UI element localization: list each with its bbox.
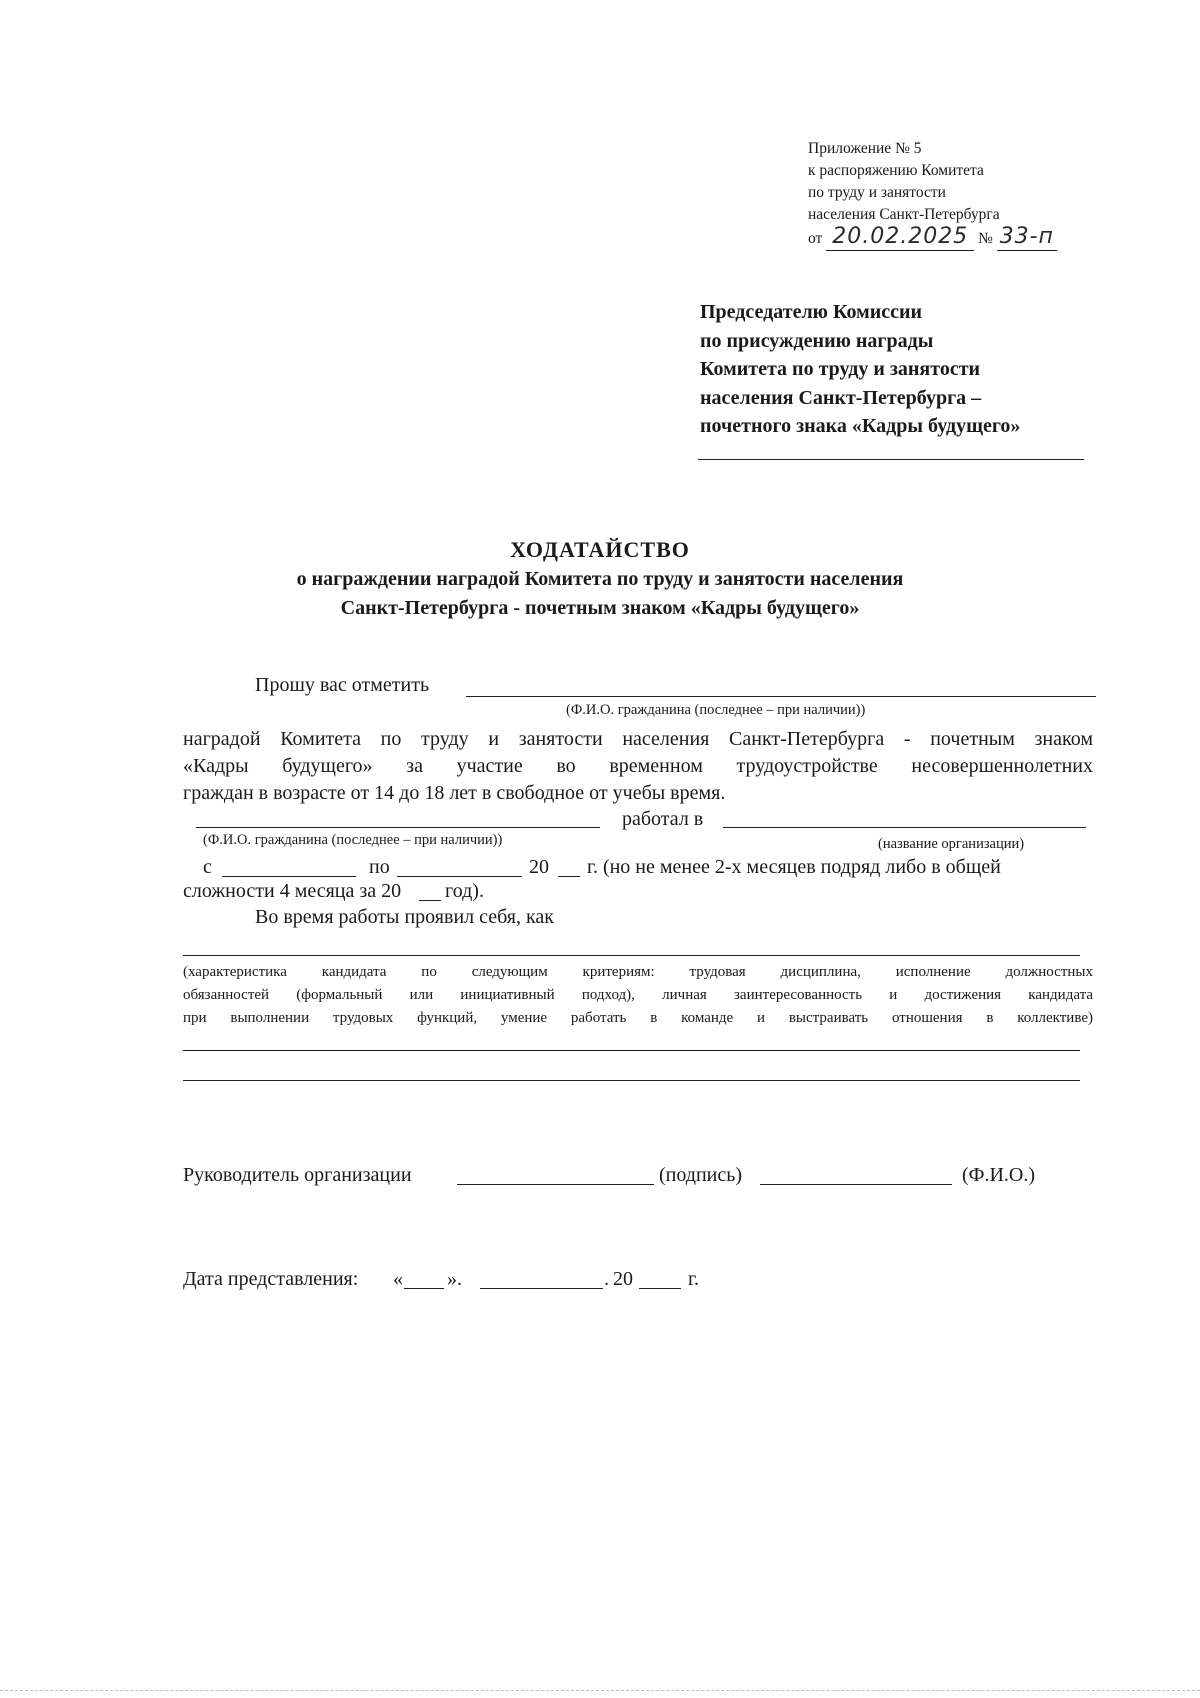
characteristic-blank-line-3 xyxy=(183,1080,1080,1081)
period-from-blank xyxy=(222,876,356,877)
scan-edge-line xyxy=(0,1690,1200,1691)
worker-fio-blank-line xyxy=(196,827,600,828)
period-from-label: с xyxy=(203,856,212,878)
submission-day-blank xyxy=(404,1288,444,1289)
submission-date-label: Дата представления: xyxy=(183,1268,359,1290)
period-note: г. (но не менее 2-х месяцев подряд либо в общей xyxy=(587,856,1001,878)
characteristic-caption-3: при выполнении трудовых функций, умение работать в команде и выстраивать отношения в коллективе) xyxy=(183,1010,1093,1026)
addressee-block xyxy=(700,298,1020,441)
addressee-signature-line xyxy=(698,459,1084,460)
appendix-line-2: к распоряжению Комитета xyxy=(808,162,984,179)
addressee-line-1: Председателю Комиссии xyxy=(700,301,923,323)
fio-caption: (Ф.И.О. гражданина (последнее – при наличии)) xyxy=(566,702,866,718)
organization-caption: (название организации) xyxy=(878,836,1025,852)
head-label: Руководитель организации xyxy=(183,1164,412,1186)
organization-blank-line xyxy=(723,827,1086,828)
appendix-line-4: населения Санкт-Петербурга xyxy=(808,206,1000,223)
appendix-block xyxy=(808,138,1057,251)
worker-fio-caption: (Ф.И.О. гражданина (последнее – при наличии)) xyxy=(203,832,503,848)
submission-open-quote: « xyxy=(393,1268,403,1290)
characteristic-blank-line-1 xyxy=(183,955,1080,956)
period-line-2-year-blank xyxy=(419,900,441,901)
period-to-label: по xyxy=(369,856,390,878)
paragraph-line-2: «Кадры будущего» за участие во временном трудоустройстве несовершеннолетних xyxy=(183,755,1093,777)
handwritten-date: 20.02.2025 xyxy=(832,224,969,249)
period-line-2-prefix: сложности 4 месяца за 20 xyxy=(183,880,402,902)
submission-year-prefix: 20 xyxy=(613,1268,633,1290)
submission-dot: . xyxy=(604,1268,609,1290)
period-to-blank xyxy=(397,876,522,877)
submission-year-blank xyxy=(639,1288,681,1289)
head-fio-caption: (Ф.И.О.) xyxy=(962,1164,1036,1186)
handwritten-number-field xyxy=(997,226,1057,251)
paragraph-line-3: граждан в возрасте от 14 до 18 лет в свободное от учебы время. xyxy=(183,782,726,804)
request-label: Прошу вас отметить xyxy=(255,674,430,696)
addressee-line-2: по присуждению награды xyxy=(700,329,934,352)
appendix-line-1: Приложение № 5 xyxy=(808,140,922,157)
number-prefix: № xyxy=(978,230,993,247)
fio-blank-line xyxy=(466,696,1096,697)
characteristic-caption-1: (характеристика кандидата по следующим критериям: трудовая дисциплина, исполнение должностных xyxy=(183,964,1093,980)
document-title: ХОДАТАЙСТВО xyxy=(510,537,690,562)
addressee-line-3: Комитета по труду и занятости xyxy=(700,358,981,380)
behavior-label: Во время работы проявил себя, как xyxy=(255,906,555,928)
addressee-line-4: населения Санкт-Петербурга – xyxy=(700,386,982,409)
submission-month-blank xyxy=(480,1288,603,1289)
period-year-prefix: 20 xyxy=(529,856,549,878)
head-fio-blank-line xyxy=(760,1184,952,1185)
submission-year-suffix: г. xyxy=(688,1268,699,1290)
date-prefix: от xyxy=(808,230,823,247)
document-subtitle-1: о награждении наградой Комитета по труду и занятости населения xyxy=(296,568,904,590)
period-year-blank xyxy=(558,876,580,877)
submission-close-quote: ». xyxy=(447,1268,462,1290)
handwritten-number: 33-п xyxy=(999,224,1054,249)
handwritten-date-field xyxy=(826,226,974,251)
characteristic-blank-line-2 xyxy=(183,1050,1080,1051)
appendix-date-line xyxy=(808,226,1057,251)
document-subtitle-2: Санкт-Петербурга - почетным знаком «Кадры будущего» xyxy=(340,597,860,619)
period-line-2-suffix: год). xyxy=(445,880,484,902)
characteristic-caption-2: обязанностей (формальный или инициативный подход), личная заинтересованность и достижения кандидата xyxy=(183,987,1093,1003)
addressee-line-5: почетного знака «Кадры будущего» xyxy=(700,415,1021,437)
worked-label: работал в xyxy=(622,808,704,830)
paragraph-line-1: наградой Комитета по труду и занятости населения Санкт-Петербурга - почетным знаком xyxy=(183,728,1093,750)
signature-caption: (подпись) xyxy=(659,1164,743,1186)
appendix-line-3: по труду и занятости xyxy=(808,184,946,201)
signature-blank-line xyxy=(457,1184,654,1185)
